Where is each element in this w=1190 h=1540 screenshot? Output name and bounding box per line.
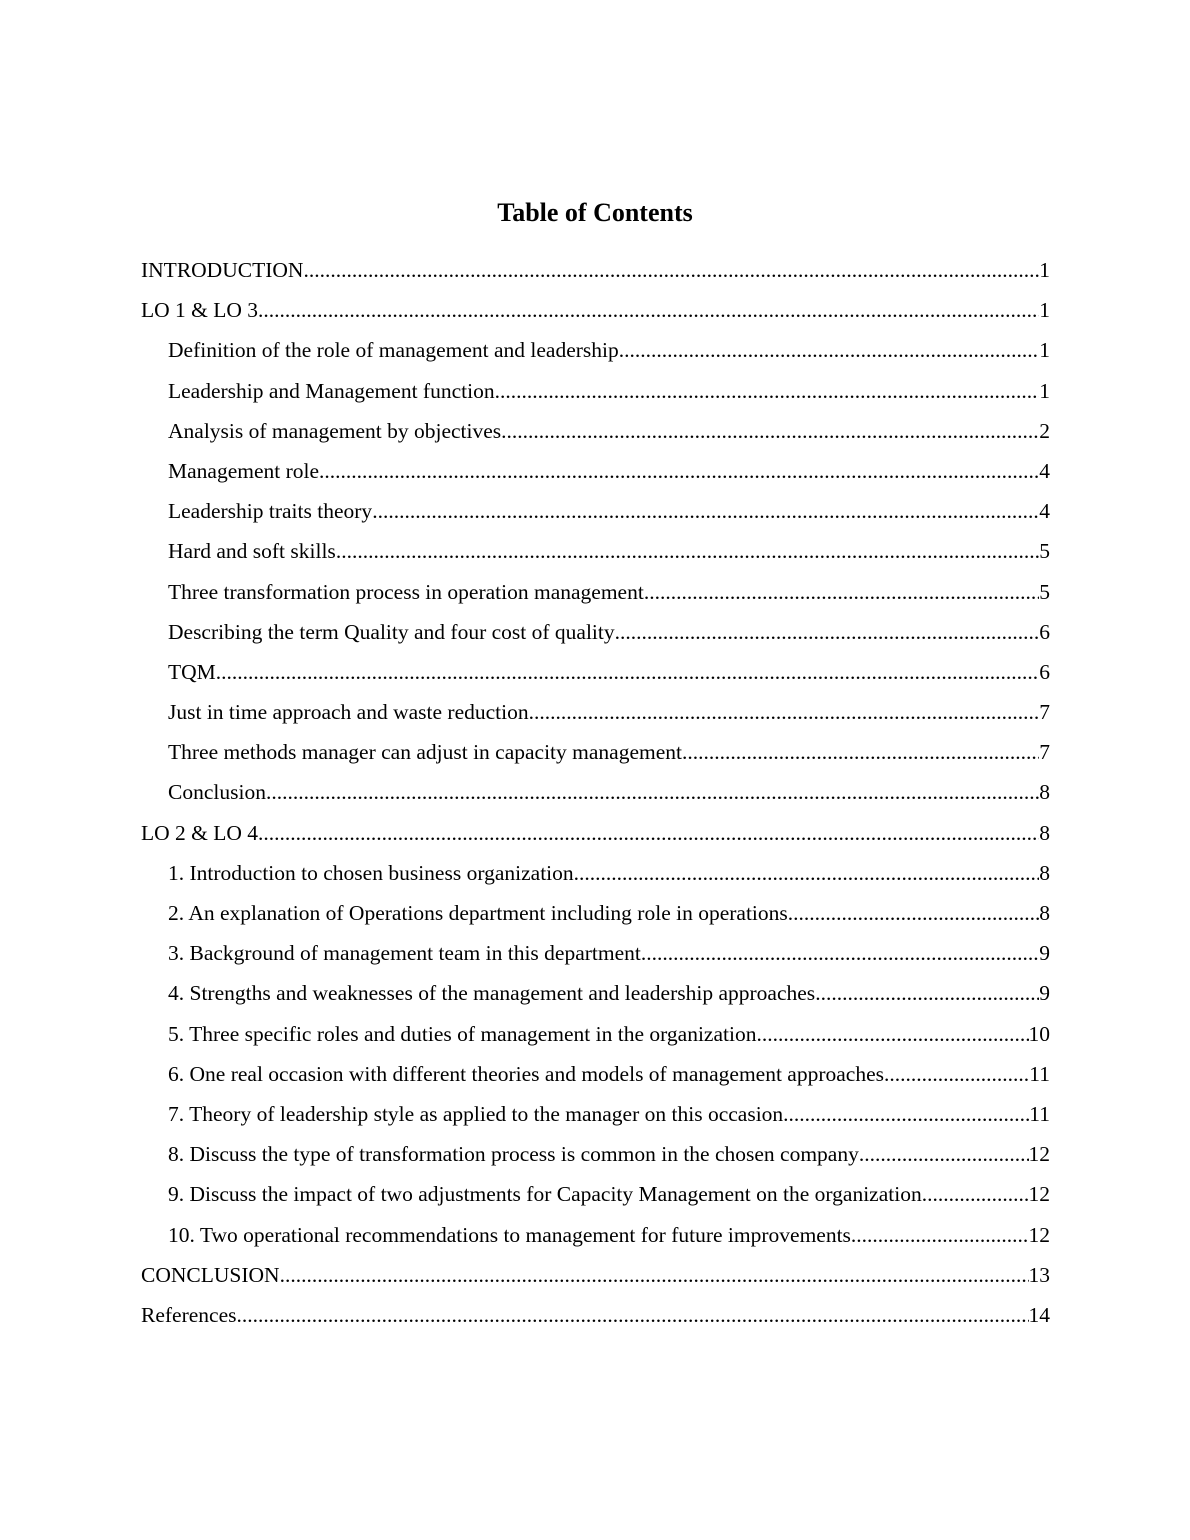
- toc-page-number: 8: [1039, 780, 1050, 805]
- toc-dot-leader: [851, 1215, 1029, 1255]
- toc-dot-leader: [815, 973, 1039, 1013]
- toc-entry-label: 9. Discuss the impact of two adjustments for Capacity Management on the organization: [168, 1182, 922, 1207]
- toc-entry-label: LO 1 & LO 3: [141, 298, 259, 323]
- toc-dot-leader: [574, 853, 1040, 893]
- toc-page-number: 8: [1039, 901, 1050, 925]
- toc-entry-label: Leadership and Management function: [168, 378, 495, 403]
- toc-page-number: 1: [1039, 378, 1050, 403]
- toc-list: [141, 250, 1050, 1335]
- toc-entry-label: 8. Discuss the type of transformation process is common in the chosen company: [168, 1142, 859, 1167]
- toc-dot-leader: [336, 531, 1039, 571]
- toc-entry-label: CONCLUSION: [141, 1262, 280, 1287]
- toc-entry[interactable]: [141, 933, 1050, 973]
- toc-page-number: 1: [1039, 338, 1050, 363]
- toc-entry[interactable]: [141, 1094, 1050, 1134]
- toc-entry[interactable]: [141, 250, 1050, 290]
- toc-page-number: 11: [1029, 1061, 1050, 1086]
- toc-entry[interactable]: [141, 1054, 1050, 1094]
- toc-page-number: 9: [1039, 941, 1050, 966]
- toc-entry-label: 7. Theory of leadership style as applied to the manager on this occasion: [168, 1101, 784, 1126]
- toc-entry-label: Three transformation process in operation management: [168, 579, 644, 604]
- toc-entry-label: TQM: [168, 659, 216, 684]
- toc-entry[interactable]: [141, 813, 1050, 853]
- toc-dot-leader: [280, 1255, 1029, 1295]
- toc-dot-leader: [501, 411, 1039, 451]
- toc-page-number: 6: [1039, 619, 1050, 644]
- toc-dot-leader: [884, 1054, 1029, 1094]
- toc-entry-label: References: [141, 1302, 237, 1327]
- toc-entry-label: Management role: [168, 458, 320, 483]
- toc-page-number: 12: [1028, 1182, 1050, 1207]
- toc-page-number: 1: [1039, 258, 1050, 282]
- toc-entry[interactable]: [141, 732, 1050, 772]
- toc-dot-leader: [529, 692, 1040, 732]
- toc-page-number: 14: [1028, 1302, 1050, 1327]
- toc-entry[interactable]: [141, 1295, 1050, 1335]
- toc-entry[interactable]: [141, 973, 1050, 1013]
- toc-page-number: 2: [1039, 418, 1050, 443]
- toc-title: Table of Contents: [497, 198, 693, 227]
- toc-dot-leader: [641, 933, 1039, 973]
- toc-page-number: 6: [1039, 659, 1050, 684]
- toc-entry-label: INTRODUCTION: [141, 258, 304, 282]
- toc-entry[interactable]: [141, 1174, 1050, 1214]
- toc-entry[interactable]: [141, 1134, 1050, 1174]
- toc-dot-leader: [258, 290, 1039, 330]
- toc-entry[interactable]: [141, 1215, 1050, 1255]
- toc-dot-leader: [788, 893, 1039, 933]
- toc-entry[interactable]: [141, 612, 1050, 652]
- toc-dot-leader: [682, 732, 1039, 772]
- toc-dot-leader: [319, 451, 1039, 491]
- toc-entry-label: 6. One real occasion with different theories and models of management approaches: [168, 1061, 885, 1086]
- toc-dot-leader: [922, 1174, 1029, 1214]
- toc-page-number: 4: [1039, 499, 1050, 524]
- toc-page-number: 10: [1028, 1021, 1050, 1046]
- toc-dot-leader: [495, 371, 1040, 411]
- toc-dot-leader: [859, 1134, 1029, 1174]
- toc-entry[interactable]: [141, 491, 1050, 531]
- toc-entry-label: LO 2 & LO 4: [141, 820, 259, 845]
- toc-entry[interactable]: [141, 330, 1050, 370]
- toc-entry[interactable]: [141, 572, 1050, 612]
- toc-dot-leader: [756, 1014, 1028, 1054]
- toc-dot-leader: [615, 612, 1040, 652]
- toc-entry[interactable]: [141, 853, 1050, 893]
- toc-page-number: 1: [1039, 298, 1050, 323]
- toc-entry-label: 5. Three specific roles and duties of management in the organization: [168, 1021, 757, 1046]
- toc-entry-label: 3. Background of management team in this department: [168, 941, 641, 966]
- toc-entry[interactable]: [141, 893, 1050, 933]
- toc-entry[interactable]: [141, 371, 1050, 411]
- toc-page-number: 11: [1029, 1101, 1050, 1126]
- toc-dot-leader: [258, 813, 1039, 853]
- toc-entry-label: Definition of the role of management and leadership: [168, 338, 619, 363]
- toc-entry[interactable]: [141, 692, 1050, 732]
- toc-page-number: 8: [1039, 860, 1050, 885]
- toc-page-number: 5: [1039, 539, 1050, 564]
- toc-page-number: 13: [1028, 1262, 1050, 1287]
- toc-dot-leader: [266, 772, 1039, 812]
- toc-dot-leader: [303, 250, 1039, 290]
- toc-page-number: 8: [1039, 820, 1050, 845]
- toc-entry-label: 10. Two operational recommendations to management for future improvements: [168, 1222, 851, 1247]
- toc-page-number: 7: [1039, 700, 1050, 725]
- toc-entry[interactable]: [141, 290, 1050, 330]
- toc-entry[interactable]: [141, 772, 1050, 812]
- toc-entry-label: Conclusion: [168, 780, 266, 805]
- toc-entry[interactable]: [141, 531, 1050, 571]
- toc-dot-leader: [372, 491, 1039, 531]
- toc-entry-label: 4. Strengths and weaknesses of the management and leadership approaches: [168, 981, 816, 1006]
- toc-page-number: 7: [1039, 740, 1050, 765]
- toc-entry-label: Hard and soft skills: [168, 539, 336, 564]
- toc-dot-leader: [783, 1094, 1029, 1134]
- toc-entry-label: Analysis of management by objectives: [168, 418, 502, 443]
- toc-dot-leader: [619, 330, 1040, 370]
- toc-entry[interactable]: [141, 451, 1050, 491]
- toc-entry-label: Just in time approach and waste reduction: [168, 700, 529, 725]
- toc-entry-label: Leadership traits theory: [168, 499, 373, 524]
- toc-page-number: 12: [1028, 1142, 1050, 1167]
- toc-entry[interactable]: [141, 1014, 1050, 1054]
- toc-page-number: 4: [1039, 458, 1050, 483]
- toc-entry-label: Describing the term Quality and four cost of quality: [168, 619, 615, 644]
- toc-dot-leader: [644, 572, 1039, 612]
- toc-entry-label: 2. An explanation of Operations department including role in operations: [168, 901, 788, 925]
- toc-entry[interactable]: [141, 1255, 1050, 1295]
- toc-entry[interactable]: [141, 411, 1050, 451]
- toc-dot-leader: [216, 652, 1039, 692]
- toc-dot-leader: [237, 1295, 1029, 1335]
- toc-page-number: 5: [1039, 579, 1050, 604]
- toc-entry-label: Three methods manager can adjust in capacity management: [168, 740, 682, 765]
- toc-page-number: 9: [1039, 981, 1050, 1006]
- toc-entry[interactable]: [141, 652, 1050, 692]
- toc-entry-label: 1. Introduction to chosen business organization: [168, 860, 574, 885]
- toc-page-number: 12: [1028, 1222, 1050, 1247]
